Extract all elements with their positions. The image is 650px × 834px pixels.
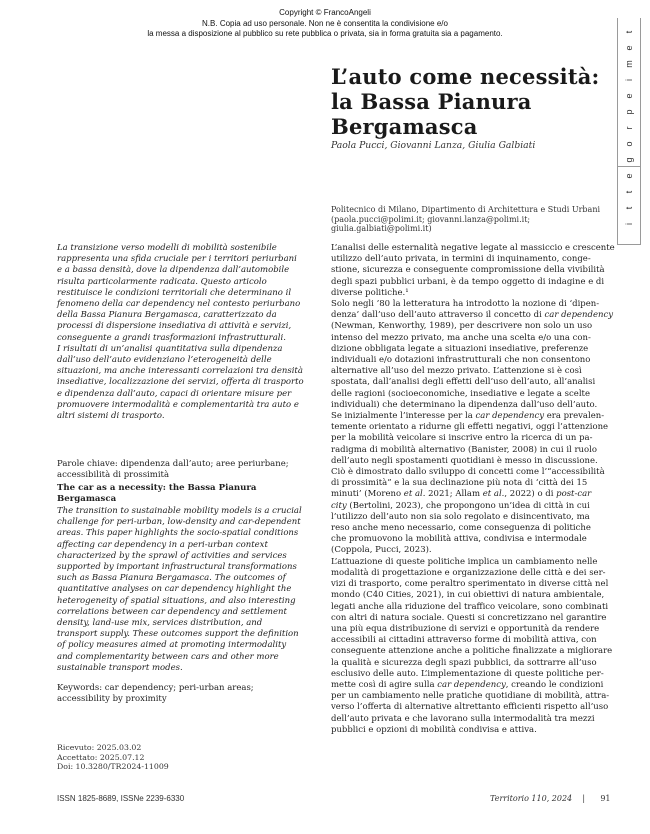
copyright-line: la messa a disposizione al pubblico su rete pubblica o privata, sia in forma gratuita sia a pagamento.: [147, 29, 503, 38]
text-line: Se inizialmente l’interesse per la car dependency era prevalen-: [331, 411, 605, 422]
text-line: accessibili ai cittadini attraverso forme di mobilità attiva, con: [331, 635, 597, 646]
text-line: delle ragioni (socioeconomiche, insediative e legate a scelte: [331, 388, 590, 399]
text-line: Keywords: car dependency; peri-urban areas;: [57, 683, 254, 693]
text-line: spostata, dall’analisi degli effetti dell’uso dell’auto, all’analisi: [331, 377, 596, 388]
section-tab-letter: e: [624, 93, 634, 99]
text-line: density, land-use mix, services distribution, and: [57, 618, 263, 629]
text-line: and complementarity between cars and other more: [57, 651, 279, 662]
page-number: 91: [600, 794, 611, 803]
copyright-notice: [120, 8, 530, 40]
text-line: The car as a necessity: the Bassa Pianura: [57, 483, 257, 493]
text-line: esclusivo delle auto. L’implementazione di queste politiche per-: [331, 668, 604, 679]
text-line: risulta particolarmente radicata. Questo articolo: [57, 276, 267, 287]
text-line: dall’uso dell’auto evidenziano l’eterogeneità delle: [57, 355, 272, 366]
text-line: diverse politiche.¹: [331, 287, 409, 298]
text-line: e a bassa densità, dove la dipendenza dall’automobile: [57, 265, 290, 276]
text-line: The transition to sustainable mobility models is a crucial: [57, 506, 302, 516]
text-line: dizione obbligata legate a situazioni insediative, preferenze: [331, 343, 589, 354]
title-line: la Bassa Pianura: [331, 89, 532, 114]
section-tab-letter: m: [624, 60, 634, 68]
abstract-italian: [57, 243, 312, 422]
keywords-italian: [57, 459, 312, 481]
affiliation-line: Politecnico di Milano, Dipartimento di Architettura e Studi Urbani: [331, 205, 601, 214]
text-line: quantitative analyses on car dependency highlight the: [57, 584, 292, 595]
text-line: supported by important infrastructural transformations: [57, 562, 297, 573]
text-line: restituisce le condizioni territoriali che determinano il: [57, 287, 292, 298]
text-line: intenso del mezzo privato, ma anche una scelta e/o una con-: [331, 332, 591, 343]
text-line: Accettato: 2025.07.12: [57, 752, 145, 762]
text-line: La transizione verso modelli di mobilità sostenibile: [57, 243, 277, 253]
publication-dates: [57, 743, 169, 772]
section-tab-letter: i: [624, 223, 634, 225]
text-line: individuali) che determinano la dipendenza dall’uso dell’auto.: [331, 399, 598, 410]
text-line: per la mobilità veicolare si inscrive entro la ricerca di un pa-: [331, 433, 593, 444]
text-line: promuovere intermodalità e complementarità tra auto e: [57, 399, 299, 410]
text-line: pubblici e opzioni di mobilità condivisa e attiva.: [331, 724, 537, 735]
text-line: affecting car dependency in a peri-urban context: [57, 539, 268, 550]
section-tab-letter: t: [624, 206, 634, 210]
text-line: insediative, localizzazione dei servizi, offerta di trasporto: [57, 377, 304, 388]
text-line: I risultati di un’analisi quantitativa sulla dipendenza: [57, 343, 283, 354]
keywords-english: [57, 683, 312, 705]
section-tab-letters: [618, 24, 640, 232]
text-line: per un cambiamento nelle pratiche quotidiane di mobilità, attra-: [331, 691, 610, 702]
author-affiliation: [331, 205, 600, 234]
text-line: della Bassa Pianura Bergamasca, caratterizzato da: [57, 310, 277, 321]
text-line: l’utilizzo dell’auto non sia solo regolato e disincentivato, ma: [331, 511, 590, 522]
text-line: alternative all’uso del mezzo privato. L’attenzione si è così: [331, 366, 582, 377]
text-line: Ricevuto: 2025.03.02: [57, 743, 142, 752]
section-tab-letter: e: [624, 45, 634, 51]
text-line: dell’auto privata e che lavorano sulla intermodalità tra mezzi: [331, 713, 595, 724]
text-line: denza’ dall’uso dell’auto attraverso il concetto di car dependency: [331, 310, 614, 321]
text-line: heterogeneity of spatial situations, and also interesting: [57, 595, 296, 606]
text-line: legati anche alla riduzione del traffico veicolare, sono combinati: [331, 601, 609, 612]
section-tab-letter: e: [624, 173, 634, 179]
text-line: L’analisi delle esternalità negative legate al massiccio e crescente: [331, 243, 615, 253]
text-line: radigma di mobilità alternativo (Banister, 2008) in cui il ruolo: [331, 444, 597, 455]
copyright-line: N.B. Copia ad uso personale. Non ne è consentita la condivisione e/o: [202, 18, 448, 28]
text-line: reso anche meno necessario, come conseguenza di politiche: [331, 523, 591, 534]
text-line: minuti’ (Moreno et al. 2021; Allam et al., 2022) o di post-car: [331, 489, 592, 500]
section-tab-letter: p: [624, 109, 634, 115]
text-line: city (Bertolini, 2023), che propongono un’idea di città in cui: [331, 500, 590, 511]
text-line: rappresenta una sfida cruciale per i territori periurbani: [57, 254, 297, 265]
text-line: individuali e/o dotazioni infrastrutturali che non consentono: [331, 355, 591, 366]
text-line: temente orientato a ridurne gli effetti negativi, oggi l’attenzione: [331, 422, 609, 433]
text-line: correlations between car dependency and settlement: [57, 606, 287, 617]
text-line: situazioni, ma anche interessanti correlazioni tra densità: [57, 366, 303, 377]
text-line: vizi di trasporto, come peraltro sperimentato in diverse città nel: [331, 579, 609, 590]
article-authors: Paola Pucci, Giovanni Lanza, Giulia Galbiati: [331, 140, 536, 151]
text-line: such as Bassa Pianura Bergamasca. The outcomes of: [57, 573, 286, 584]
text-line: (Coppola, Pucci, 2023).: [331, 545, 432, 556]
section-tab-letter: g: [624, 157, 634, 163]
title-line: Bergamasca: [331, 114, 478, 139]
issn-footer: ISSN 1825-8689, ISSNe 2239-6330: [57, 794, 185, 803]
text-line: areas. This paper highlights the socio-spatial conditions: [57, 528, 299, 539]
text-line: transport supply. These outcomes support the definition: [57, 629, 299, 640]
text-line: fenomeno della car dependency nel contesto periurbano: [57, 299, 301, 310]
text-line: mette così di agire sulla car dependency, creando le condizioni: [331, 679, 604, 690]
section-tab-letter: t: [624, 190, 634, 194]
article-title: [331, 64, 606, 139]
text-line: utilizzo dell’auto privata, in termini di inquinamento, conge-: [331, 254, 591, 265]
text-line: characterized by the sprawl of activities and services: [57, 550, 287, 561]
section-tab-letter: o: [624, 141, 634, 147]
text-line: accessibilità di prossimità: [57, 470, 170, 481]
article-body: [331, 243, 615, 736]
page-footer: [490, 794, 611, 803]
text-line: Bergamasca: [57, 494, 117, 505]
abstract-english: [57, 506, 312, 674]
english-title: [57, 483, 312, 505]
journal-issue: Territorio 110, 2024: [490, 794, 573, 803]
text-line: Ciò è dimostrato dallo sviluppo di concetti come l’“accessibilità: [331, 467, 605, 478]
text-line: la qualità e sicurezza degli spazi pubblici, da sottrarre all’uso: [331, 657, 597, 668]
text-line: sustainable transport modes.: [57, 662, 183, 673]
text-line: Doi: 10.3280/TR2024-11009: [57, 762, 169, 772]
text-line: con altri di natura sociale. Questi si concretizzano nel garantire: [331, 612, 607, 623]
text-line: altri sistemi di trasporto.: [57, 411, 165, 422]
section-tab: [617, 18, 641, 245]
text-line: conseguente a grandi trasformazioni infrastrutturali.: [57, 332, 286, 343]
text-line: Solo negli ’80 la letteratura ha introdotto la nozione di ‘dipen-: [331, 299, 600, 310]
text-line: conseguente attenzione anche a politiche finalizzate a migliorare: [331, 646, 613, 657]
text-line: Parole chiave: dipendenza dall’auto; aree periurbane;: [57, 459, 289, 469]
text-line: e dipendenza dall’auto, capaci di orientare misure per: [57, 388, 292, 399]
text-line: L’attuazione di queste politiche implica un cambiamento nelle: [331, 556, 598, 567]
title-line: L’auto come necessità:: [331, 64, 600, 89]
text-line: che promuovono la mobilità attiva, condivisa e intermodale: [331, 534, 587, 545]
text-line: (Newman, Kenworthy, 1989), per descrivere non solo un uso: [331, 321, 593, 332]
text-line: challenge for peri-urban, low-density and car-dependent: [57, 517, 301, 528]
text-line: degli spazi pubblici urbani, è da tempo oggetto di indagine e di: [331, 276, 605, 287]
affiliation-line: giulia.galbiati@polimi.it): [331, 224, 432, 234]
section-tab-divider: [618, 166, 640, 167]
text-line: stione, sicurezza e conseguente compromissione della vivibilità: [331, 265, 605, 276]
text-line: dell’auto negli spostamenti quotidiani è messo in discussione.: [331, 455, 598, 466]
text-line: modalità di progettazione e organizzazione delle città e dei ser-: [331, 567, 606, 578]
text-line: di prossimità” e la sua declinazione più nota di ‘città dei 15: [331, 478, 588, 489]
text-line: mondo (C40 Cities, 2021), in cui obiettivi di natura ambientale,: [331, 590, 605, 601]
text-line: accessibility by proximity: [57, 694, 167, 705]
text-line: processi di dispersione insediativa di attività e servizi,: [57, 321, 292, 332]
text-line: una più equa distribuzione di servizi e opportunità da rendere: [331, 623, 600, 634]
footer-separator: |: [582, 794, 586, 803]
affiliation-line: (paola.pucci@polimi.it; giovanni.lanza@polimi.it;: [331, 214, 531, 224]
section-tab-letter: t: [624, 30, 634, 34]
section-tab-letter: r: [624, 126, 634, 130]
section-tab-letter: i: [624, 79, 634, 81]
text-line: verso l’offerta di alternative altrettanto efficienti rispetto all’uso: [331, 702, 609, 713]
text-line: of policy measures aimed at promoting intermodality: [57, 640, 287, 651]
copyright-line: Copyright © FrancoAngeli: [279, 8, 371, 17]
